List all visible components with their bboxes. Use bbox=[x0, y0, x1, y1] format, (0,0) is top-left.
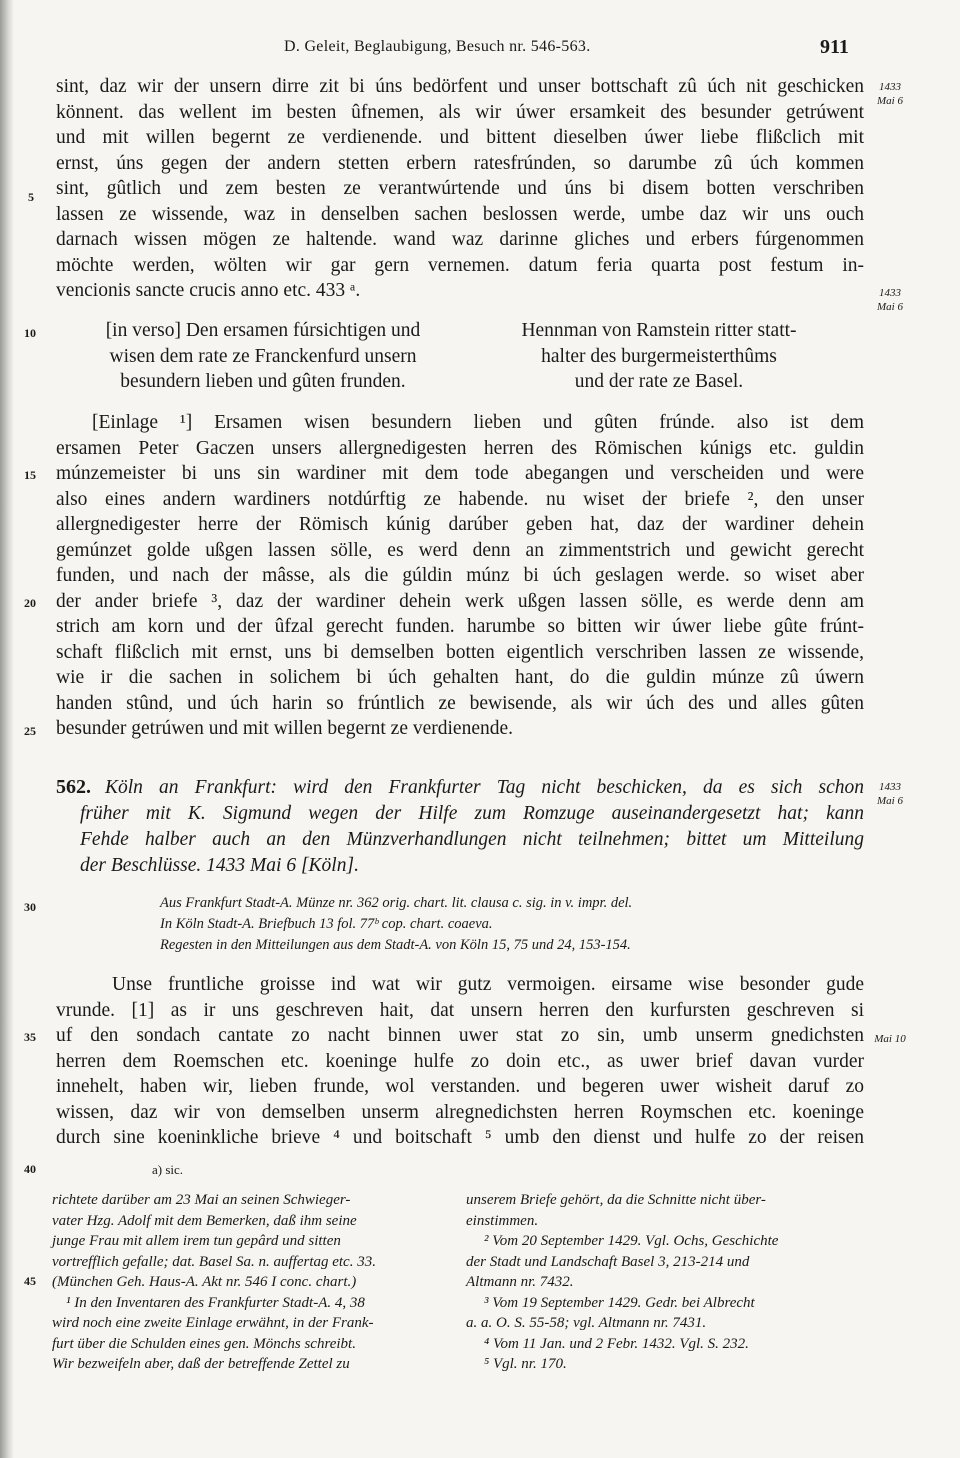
address-line: besundern lieben und gûten frunden. bbox=[120, 371, 406, 392]
margin-year: 1433 bbox=[879, 81, 901, 93]
text-line: schaft flißclich mit ernst, uns bi demselben botten eigentlich verschriben lassen ze wissende, bbox=[56, 641, 864, 663]
text-line: strich am korn und der ûfzal gerecht funden. harumbe so bitten wir úwer liebe gûte frúnt- bbox=[56, 616, 864, 637]
footnote-line: a. a. O. S. 55-58; vgl. Altmann nr. 7431. bbox=[466, 1315, 707, 1331]
footnote-line: vortrefflich gefalle; dat. Basel Sa. n. auffertag etc. 33. bbox=[52, 1253, 376, 1270]
text-line: also eines andern wardiners notdúrftig ze habende. nu wiset der briefe ², den unser bbox=[56, 488, 864, 510]
footnote-line: ⁵ Vgl. nr. 170. bbox=[484, 1356, 567, 1372]
letter-paragraph-1 bbox=[56, 74, 864, 304]
text-line: vrunde. [1] as ir uns geschreven hait, dat unsern herren den kurfursten geschreven si bbox=[56, 999, 864, 1021]
running-title: D. Geleit, Beglaubigung, Besuch nr. 546-563. bbox=[284, 38, 591, 55]
text-line: herren dem Roemschen etc. koeninge hulfe zo doin etc., as uwer brief davan vurder bbox=[56, 1050, 864, 1072]
source-apparatus bbox=[160, 893, 860, 956]
text-line: vencionis sancte crucis anno etc. 433 ᵃ. bbox=[56, 280, 361, 301]
line-number: 40 bbox=[24, 1162, 36, 1176]
footnote-line: Altmann nr. 7432. bbox=[466, 1274, 574, 1290]
text-line: besunder getrúwen und mit willen begernt ze verdienende. bbox=[56, 718, 514, 739]
running-header bbox=[0, 38, 960, 68]
margin-date bbox=[870, 1032, 910, 1046]
footnotes-right-column bbox=[466, 1190, 778, 1375]
text-line: [Einlage ¹] Ersamen wisen besundern lieben und gûten frúnde. also ist dem bbox=[92, 412, 864, 433]
text-line: wissen, daz wir von demselben unserm alregnedichsten herren Roymschen etc. koeninge bbox=[56, 1101, 864, 1123]
footnote-line: wird noch eine zweite Einlage erwähnt, in der Frank- bbox=[52, 1315, 374, 1331]
letter-paragraph-3 bbox=[56, 972, 864, 1151]
line-number: 25 bbox=[24, 724, 36, 738]
address-line: wisen dem rate ze Franckenfurd unsern bbox=[109, 345, 417, 367]
source-line: In Köln Stadt-A. Briefbuch 13 fol. 77ᵇ cop. chart. coaeva. bbox=[160, 916, 493, 932]
source-line: Regesten in den Mitteilungen aus dem Stadt-A. von Köln 15, 75 und 24, 153-154. bbox=[160, 937, 631, 953]
footnote-line: ¹ In den Inventaren des Frankfurter Stadt-A. 4, 38 bbox=[66, 1294, 365, 1311]
text-line: und mit willen begernt ze verdienende. und bittent dieselben úwer liebe flißclich mit bbox=[56, 127, 864, 148]
footnote-line: Wir bezweifeln aber, daß der betreffende Zettel zu bbox=[52, 1356, 350, 1372]
text-line: ernst, úns gegen der andern stetten erbern ratesfrúnden, so darumbe zû úch kommen bbox=[56, 152, 864, 174]
text-line: der ander briefe ³, daz der wardiner dehein werk ußgen lassen sölle, es werde denn am bbox=[56, 590, 864, 612]
footnotes-left-column bbox=[52, 1190, 376, 1375]
margin-date bbox=[870, 780, 910, 808]
footnote-line: vater Hzg. Adolf mit dem Bemerken, daß ihm seine bbox=[52, 1212, 357, 1229]
text-line: wie ir die sachen in solichem bi úch gehalten hant, do die guldin múnze zû úwern bbox=[56, 667, 864, 688]
address-recipient bbox=[78, 318, 448, 395]
address-line: und der rate ze Basel. bbox=[574, 371, 744, 392]
margin-year: 1433 bbox=[879, 781, 901, 793]
regest-line bbox=[56, 774, 864, 801]
margin-date bbox=[870, 286, 910, 314]
footnote-line: ² Vom 20 September 1429. Vgl. Ochs, Geschichte bbox=[484, 1233, 779, 1249]
text-line: uf den sondach cantate zo nacht binnen uwer stat zo sin, umb unserm gnedichsten bbox=[56, 1025, 864, 1046]
text-line: handen stûnd, und úch harin so frúntlich ze bewisende, als wir úch des und alles gûten bbox=[56, 692, 864, 714]
footnote-line: einstimmen. bbox=[466, 1212, 539, 1229]
text-line: darnach wissen mögen ze haltende. wand waz darinne gliches und erbers fúrgenommen bbox=[56, 229, 864, 250]
text-line: könnent. das wellent im besten ûfnemen, als wir úwer ersamkeit des besunder getrúwent bbox=[56, 101, 864, 123]
margin-day: Mai 6 bbox=[877, 795, 903, 807]
text-line: innehelt, haben wir, lieben frunde, wol verstanden. und begeren uwer wisheit daruf zo bbox=[56, 1076, 864, 1097]
margin-year: 1433 bbox=[879, 287, 901, 299]
source-line: Aus Frankfurt Stadt-A. Münze nr. 362 orig. chart. lit. clausa c. sig. in v. impr. del. bbox=[160, 895, 633, 911]
regest-562 bbox=[56, 774, 864, 879]
footnote-line: richtete darüber am 23 Mai an seinen Schwieger- bbox=[52, 1192, 351, 1208]
footnote-line: der Stadt und Landschaft Basel 3, 213-214 und bbox=[466, 1253, 750, 1270]
line-number: 10 bbox=[24, 326, 36, 340]
footnote-line: (München Geh. Haus-A. Akt nr. 546 I conc. chart.) bbox=[52, 1274, 357, 1290]
document-number: 562. bbox=[56, 776, 91, 798]
footnote-line: ⁴ Vom 11 Jan. und 2 Febr. 1432. Vgl. S. 232. bbox=[484, 1335, 749, 1352]
margin-day: Mai 10 bbox=[874, 1033, 906, 1045]
text-line: gemúnzet golde ußgen lassen sölle, es werd denn an zimmentstrich und gewicht gerecht bbox=[56, 539, 864, 561]
address-line: Hennman von Ramstein ritter statt- bbox=[521, 320, 797, 341]
footnote-line: unserem Briefe gehört, da die Schnitte nicht über- bbox=[466, 1192, 766, 1208]
margin-day: Mai 6 bbox=[877, 301, 903, 313]
regest-text: Köln an Frankfurt: wird den Frankfurter Tag nicht beschicken, da es sich schon bbox=[105, 777, 864, 798]
text-line: durch sine koeninkliche brieve ⁴ und boitschaft ⁵ umb den dienst und hulfe zo der reisen bbox=[56, 1127, 864, 1148]
text-line: funden, und nach der mâsse, als die gúldin múnz bi úch geslagen werde. so wiset aber bbox=[56, 565, 864, 586]
page-number: 911 bbox=[820, 36, 849, 58]
line-number: 15 bbox=[24, 468, 36, 482]
line-number: 30 bbox=[24, 900, 36, 914]
regest-line: Fehde halber auch an den Münzverhandlungen nicht teilnehmen; bittet um Mitteilung bbox=[80, 829, 864, 850]
line-number: 35 bbox=[24, 1030, 36, 1044]
letter-paragraph-2 bbox=[56, 410, 864, 742]
text-line: sint, gûtlich und zem besten ze verantwúrtende und úns bi disem botten verschriben bbox=[56, 178, 864, 199]
margin-day: Mai 6 bbox=[877, 95, 903, 107]
address-line: halter des burgermeisterthûms bbox=[541, 345, 777, 367]
line-number: 45 bbox=[24, 1274, 36, 1288]
footnote-line: ³ Vom 19 September 1429. Gedr. bei Albrecht bbox=[484, 1294, 755, 1311]
text-line: ersamen Peter Gaczen unsers allergnedigesten herren des Römischen kúnigs etc. guldin bbox=[56, 437, 864, 459]
text-line: sint, daz wir der unsern dirre zit bi úns bedörfent und unser bottschaft zû úch nit geschicken bbox=[56, 76, 864, 97]
page-edge-shadow bbox=[0, 0, 14, 1458]
margin-date bbox=[870, 80, 910, 108]
regest-line: früher mit K. Sigmund wegen der Hilfe zum Romzuge auseinandergesetzt hat; kann bbox=[80, 803, 864, 824]
footnote-line: junge Frau mit allem irem tun gepârd und sitten bbox=[52, 1233, 341, 1249]
regest-line: der Beschlüsse. 1433 Mai 6 [Köln]. bbox=[80, 855, 359, 876]
footnote-line: furt über die Schulden eines gen. Mönchs schreibt. bbox=[52, 1335, 356, 1352]
address-sender bbox=[474, 318, 844, 395]
line-number: 20 bbox=[24, 596, 36, 610]
address-line: [in verso] Den ersamen fúrsichtigen und bbox=[105, 320, 421, 341]
text-line: möchte werden, wölten wir gar gern vernemen. datum feria quarta post festum in- bbox=[56, 254, 864, 276]
text-line: múnzemeister bi uns sin wardiner mit dem tode abegangen und verscheiden und were bbox=[56, 463, 864, 484]
text-line: Unse fruntliche groisse ind wat wir gutz vermoigen. eirsame wise besonder gude bbox=[112, 974, 864, 995]
line-number: 5 bbox=[28, 190, 34, 204]
text-line: lassen ze wissende, waz in denselben sachen beslossen werde, umbe daz wir uns ouch bbox=[56, 203, 864, 225]
text-line: allergnedigester herre der Römisch kúnig darúber geben hat, daz der wardiner dehein bbox=[56, 514, 864, 535]
textual-note-a: a) sic. bbox=[152, 1162, 184, 1177]
